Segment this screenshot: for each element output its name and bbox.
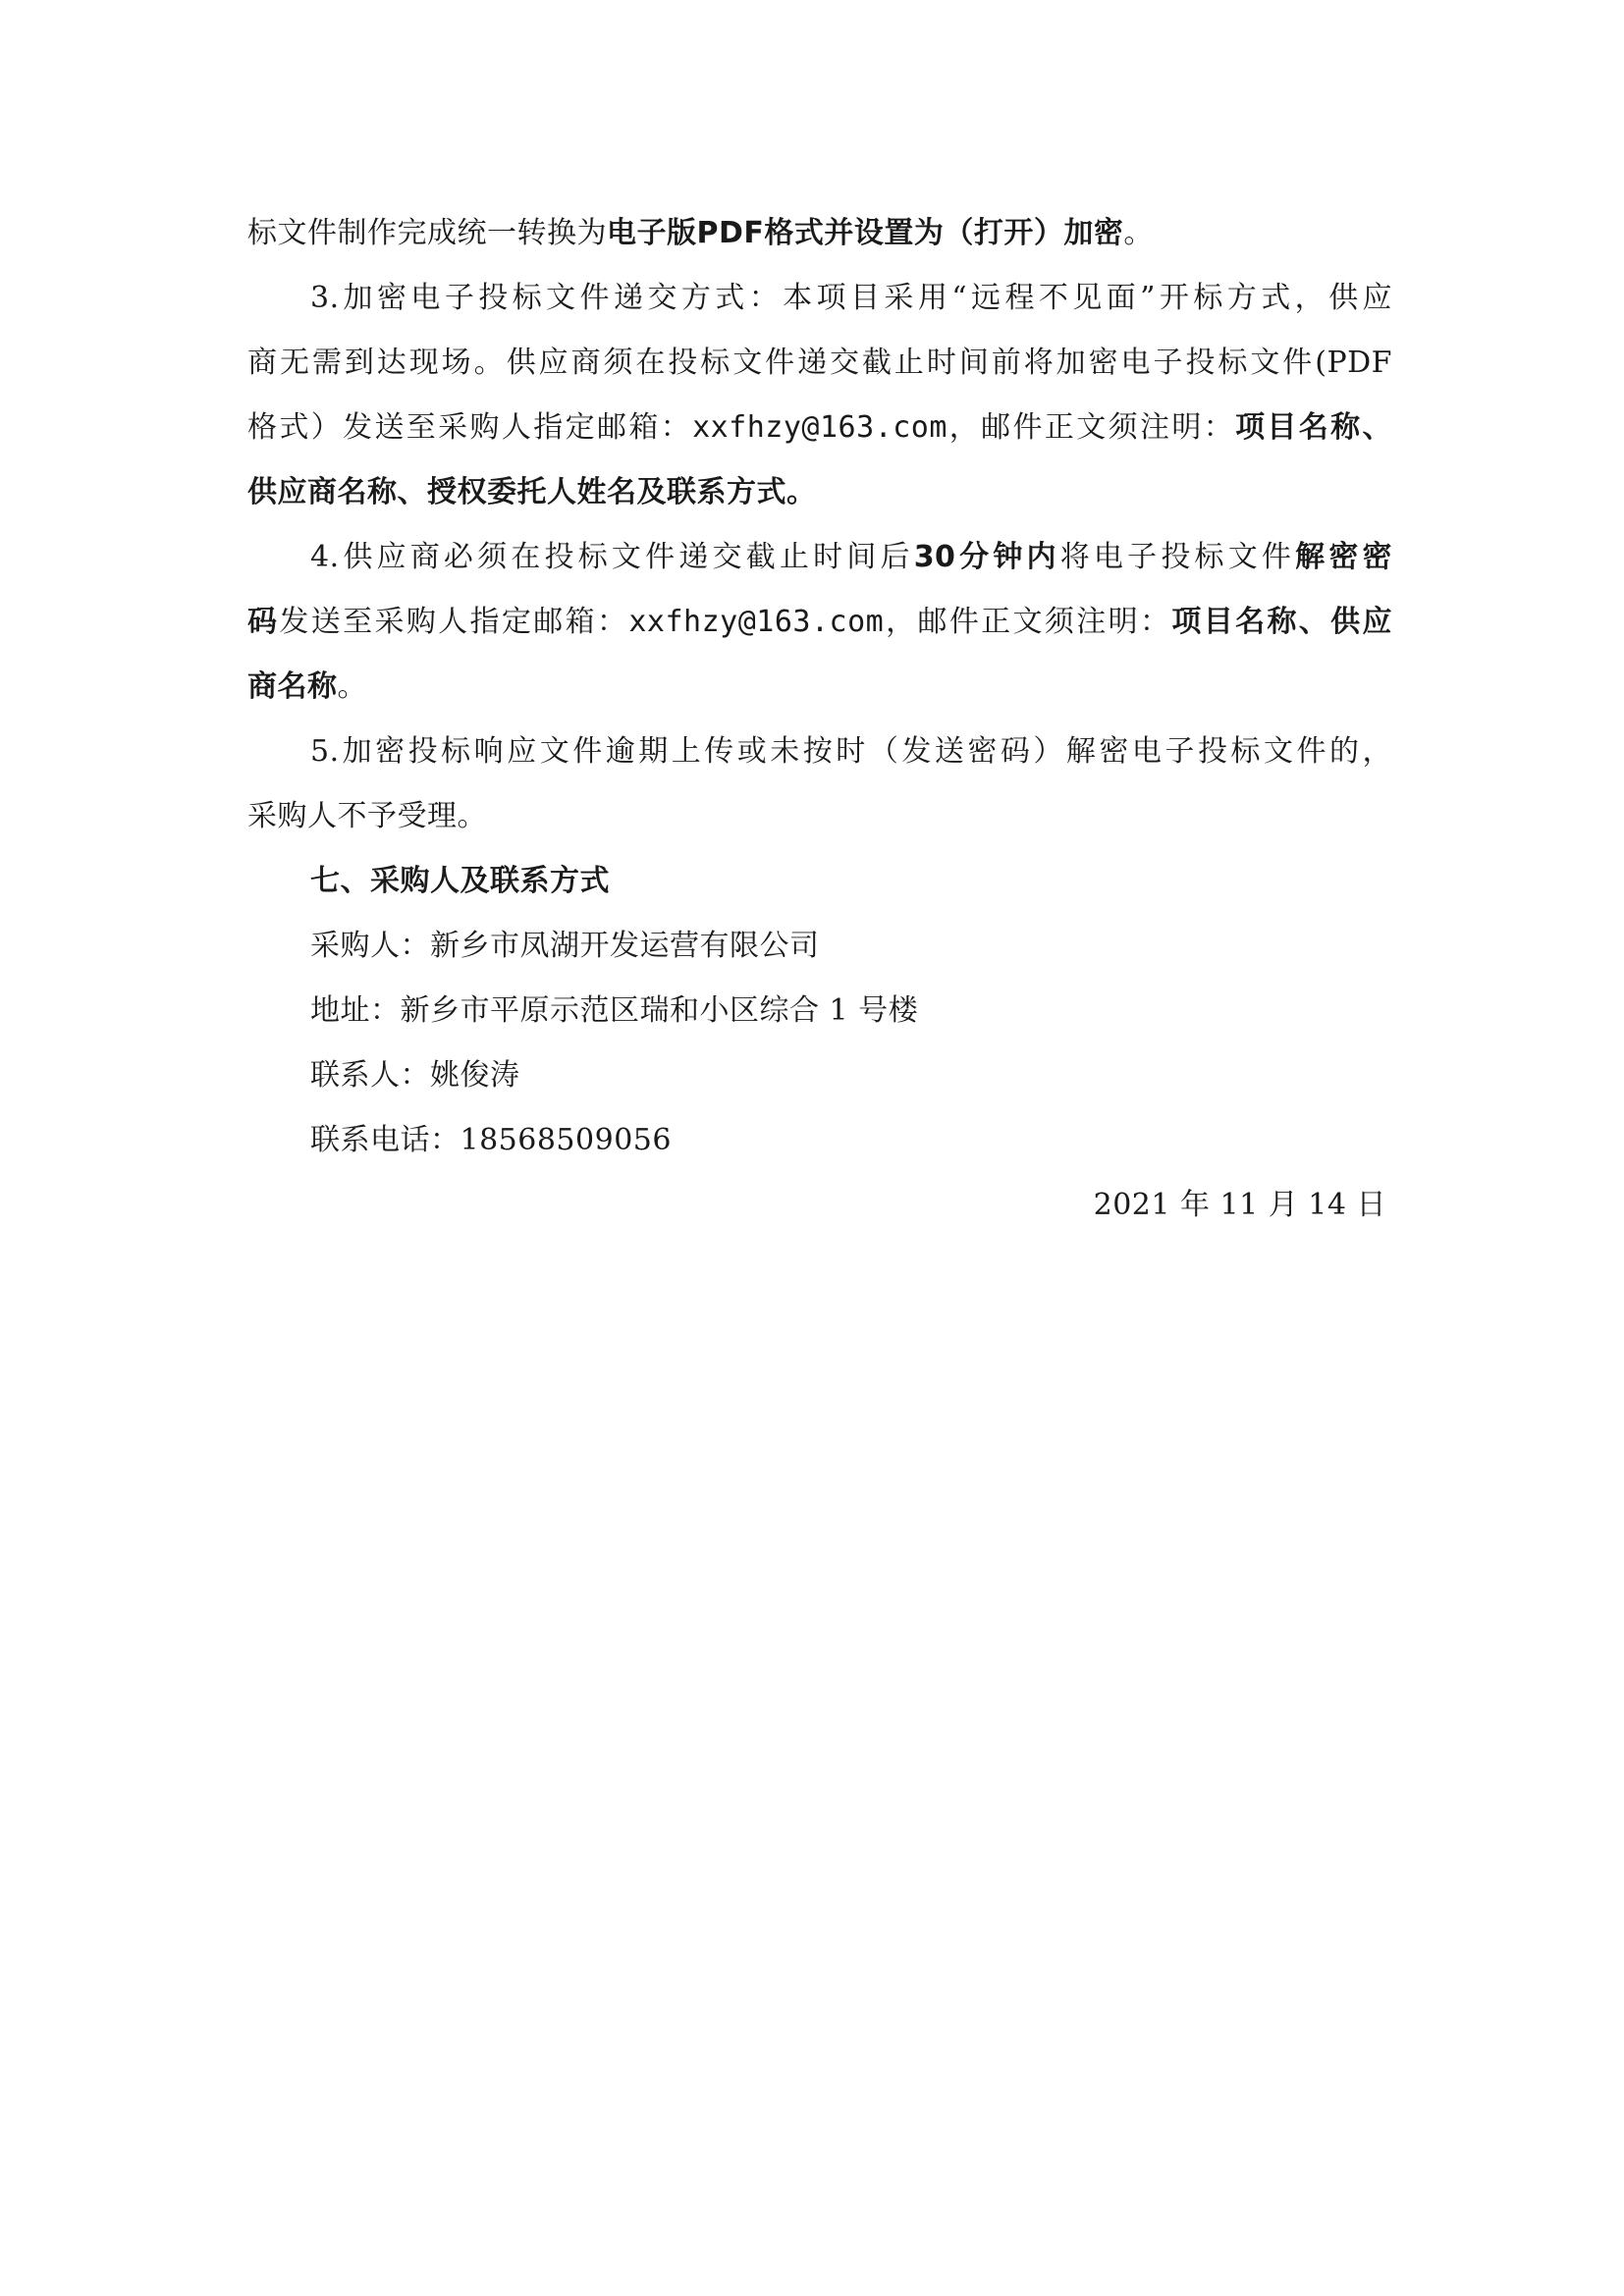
section7-heading: 七、采购人及联系方式 bbox=[310, 864, 610, 898]
para4-bold-text-2: 商名称 bbox=[247, 669, 338, 704]
para4-line-1 bbox=[247, 525, 1392, 590]
document-date: 2021 年 11 月 14 日 bbox=[1093, 1188, 1386, 1222]
phone-line: 联系电话：18568509056 bbox=[310, 1123, 672, 1157]
para3-email: xxfhzy@163.com bbox=[692, 410, 947, 445]
para3-bold-text-2: 供应商名称、授权委托人姓名及联系方式 bbox=[247, 475, 786, 509]
para4-line-3 bbox=[247, 655, 1392, 720]
para4-text-2: 发送至采购人指定邮箱： bbox=[279, 605, 629, 639]
para3-punct: 。 bbox=[786, 475, 817, 509]
para5-line-2: 采购人不予受理。 bbox=[247, 799, 487, 833]
para3-text-mid: ，邮件正文须注明： bbox=[947, 410, 1236, 445]
intro-line-1 bbox=[247, 201, 1392, 266]
para4-bold-time: 30分钟内 bbox=[913, 540, 1060, 574]
para4-bold-password: 解密密 bbox=[1295, 540, 1393, 574]
para3-line-2: 商无需到达现场。供应商须在投标文件递交截止时间前将加密电子投标文件(PDF bbox=[247, 346, 1392, 380]
para4-bold-text: 项目名称、供应 bbox=[1171, 605, 1393, 639]
intro-punct: 。 bbox=[1123, 216, 1154, 250]
para4-text-mid: 将电子投标文件 bbox=[1059, 540, 1296, 574]
contact-line: 联系人：姚俊涛 bbox=[310, 1058, 520, 1093]
para4-text: 4.供应商必须在投标文件递交截止时间后 bbox=[310, 540, 914, 574]
document-page bbox=[247, 201, 1392, 1238]
para4-punct: 。 bbox=[337, 669, 367, 704]
para4-text-mid-2: ，邮件正文须注明： bbox=[884, 605, 1172, 639]
para3-text: 格式）发送至采购人指定邮箱： bbox=[247, 410, 693, 445]
para4-bold-code: 码 bbox=[247, 605, 280, 639]
purchaser-line: 采购人：新乡市凤湖开发运营有限公司 bbox=[310, 929, 820, 963]
para3-line-4 bbox=[247, 460, 1392, 525]
intro-text: 标文件制作完成统一转换为 bbox=[247, 216, 607, 250]
para3-line-1: 3.加密电子投标文件递交方式：本项目采用“远程不见面”开标方式，供应 bbox=[310, 281, 1392, 315]
para4-email: xxfhzy@163.com bbox=[628, 605, 885, 639]
para3-line-3 bbox=[247, 396, 1392, 460]
address-line: 地址：新乡市平原示范区瑞和小区综合 1 号楼 bbox=[310, 993, 919, 1028]
intro-bold-text: 电子版PDF格式并设置为（打开）加密 bbox=[607, 216, 1124, 250]
para5-line-1: 5.加密投标响应文件逾期上传或未按时（发送密码）解密电子投标文件的， bbox=[310, 734, 1392, 769]
para4-line-2 bbox=[247, 590, 1392, 655]
para3-bold-text: 项目名称、 bbox=[1235, 410, 1393, 445]
